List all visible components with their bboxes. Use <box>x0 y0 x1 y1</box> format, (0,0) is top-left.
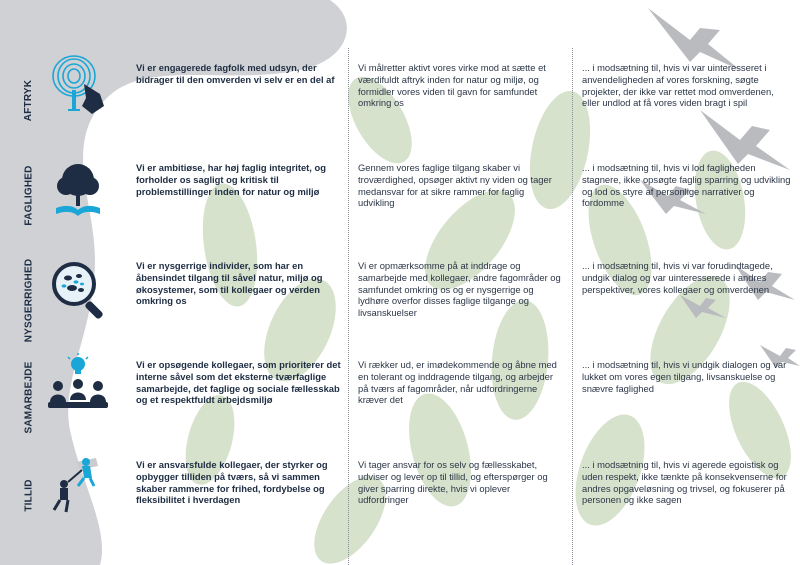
value-behaviour: Vi målretter aktivt vores virke mod at sætte et værdifuldt aftryk inden for natur og miljø, og formidler vores viden til gavn for samfundet omkring os <box>358 62 546 109</box>
team-lightbulb-icon <box>46 352 110 416</box>
row-label: TILLID <box>23 478 35 512</box>
column-divider-2 <box>572 48 573 565</box>
value-contrast: ... i modsætning til, hvis vi var forudindtagede, undgik dialog og var uinteresserede i andres perspektiver, vores kollegaer og omverdenen <box>582 260 773 295</box>
tree-book-icon <box>46 158 110 222</box>
column-divider-1 <box>348 48 349 565</box>
value-contrast: ... i modsætning til, hvis vi var uinteresseret i anvendeligheden af vores forskning, søgte projekter, der ikke var rettet mod omverdenen, eller undlod at få vores viden bragt i spil <box>582 62 774 109</box>
value-contrast: ... i modsætning til, hvis vi agerede egoistisk og uden respekt, ikke tænkte på konsekvenserne for andres opgaveløsning og trivsel, og fokuserer på personen og ikke sagen <box>582 459 787 506</box>
magnifier-animals-icon <box>46 258 110 322</box>
value-behaviour: Vi rækker ud, er imødekommende og åbne med en tolerant og inddragende tilgang, og arbejder på tværs af fagområder, når udfordringerne kræver det <box>358 359 557 406</box>
fingerprint-tree-hand-icon <box>46 54 110 118</box>
value-behaviour: Gennem vores faglige tilgang skaber vi troværdighed, opsøger aktivt ny viden og tager medansvar for at sikre rammer for faglig udvikling <box>358 162 552 209</box>
value-statement: Vi er opsøgende kollegaer, som prioriterer det interne såvel som det eksterne tværfaglige samarbejde, det faglige og sociale fællesskab og et respektfuldt arbejdsmiljø <box>136 359 341 406</box>
value-behaviour: Vi tager ansvar for os selv og fællesskabet, udviser og lever op til tillid, og efterspørger og giver sparring direkte, hvis vi oplever udfordringer <box>358 459 548 506</box>
value-statement: Vi er nysgerrige individer, som har en åbensindet tilgang til såvel natur, miljø og økosystemer, som til kollegaer og verden omkring os <box>136 260 323 307</box>
value-statement: Vi er ansvarsfulde kollegaer, der styrker og opbygger tilliden på tværs, så vi sammen skaber rammerne for frihed, fordybelse og fleksibilitet i hverdagen <box>136 459 328 506</box>
row-label: NYSGERRIGHED <box>23 258 35 342</box>
value-behaviour: Vi er opmærksomme på at inddrage og samarbejde med kollegaer, andre fagområder og samfundet omkring os og er nysgerrige og lydhøre overfor disses faglige tilgange og livsanskuelser <box>358 260 561 319</box>
value-contrast: ... i modsætning til, hvis vi lod fagligheden stagnere, ikke opsøgte faglig sparring og udvikling og lod os styre af personlige narrativer og fordomme <box>582 162 791 209</box>
row-label: FAGLIGHED <box>23 164 35 226</box>
row-label: SAMARBEJDE <box>23 360 35 434</box>
value-contrast: ... i modsætning til, hvis vi undgik dialogen og var lukket om vores egen tilgang, livsanskuelse og snævre faglighed <box>582 359 787 394</box>
value-statement: Vi er engagerede fagfolk med udsyn, der bidrager til den omverden vi selv er en del af <box>136 62 335 85</box>
value-statement: Vi er ambitiøse, har høj faglig integritet, og forholder os sagligt og kritisk til problemstillinger inden for natur og miljø <box>136 162 326 197</box>
row-label: AFTRYK <box>23 79 35 121</box>
climbers-helping-icon <box>46 452 110 516</box>
